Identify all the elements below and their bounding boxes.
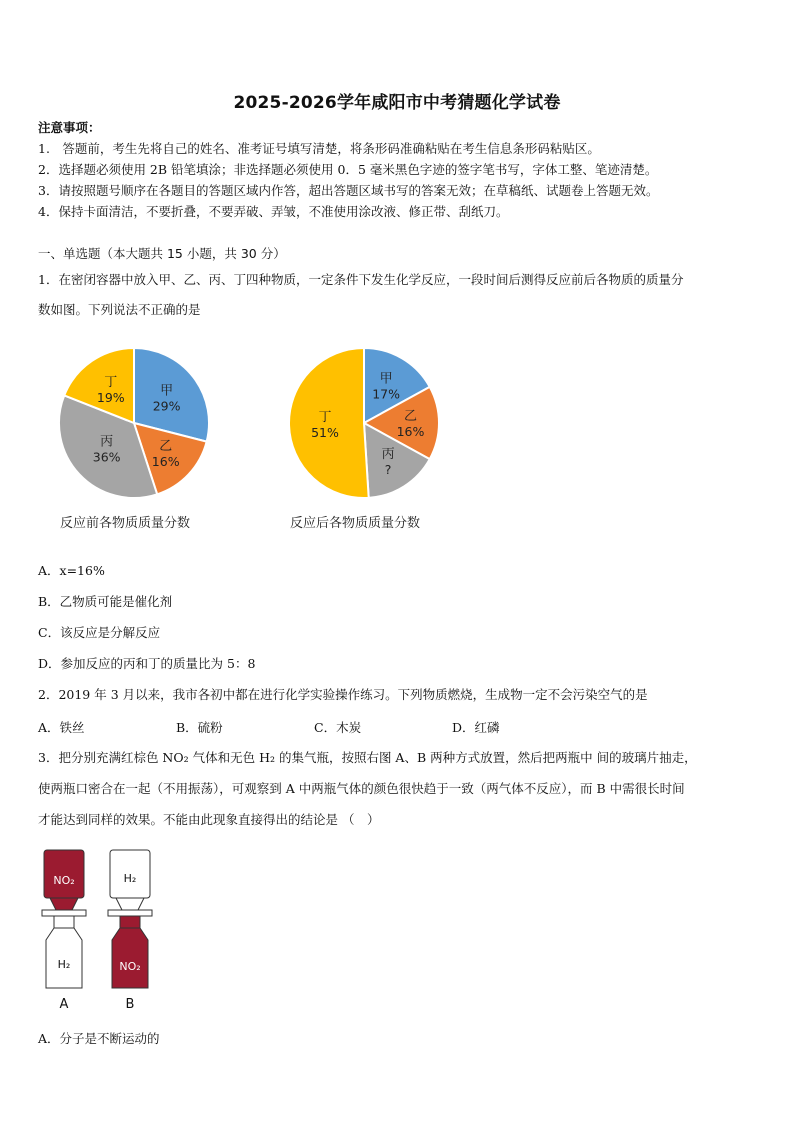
pie-category-label: 丙 (100, 434, 114, 450)
pie-category-label: 丁 (104, 374, 118, 390)
q2-option-c: C．木炭 (314, 720, 362, 735)
pie-chart-after (286, 345, 442, 501)
q2-option-b: B．硫粉 (176, 720, 223, 735)
q3-stem-line3: 才能达到同样的效果。不能由此现象直接得出的结论是 （ ） (38, 812, 380, 827)
glass-plate-a (42, 910, 86, 916)
bottle-b-bottom-neck (120, 916, 140, 928)
q1-option-d: D．参加反应的丙和丁的质量比为 5：8 (38, 656, 256, 671)
bottle-b-bottom-label: NO₂ (119, 960, 141, 973)
pie-category-label: 甲 (160, 383, 174, 399)
q2-option-a: A．铁丝 (38, 720, 85, 735)
pie-category-label: 丙 (381, 446, 395, 462)
bottle-set-b (108, 850, 152, 1012)
glass-plate-b (108, 910, 152, 916)
section-heading: 一、单选题（本大题共 15 小题，共 30 分） (38, 246, 286, 261)
q1-option-b: B．乙物质可能是催化剂 (38, 594, 173, 609)
bottle-set-a (42, 850, 86, 1012)
q2-option-d: D．红磷 (452, 720, 500, 735)
pie-value-label: 17% (372, 386, 401, 402)
pie-category-label: 乙 (403, 409, 418, 424)
notice-item-1: 1. 答题前，考生先将自己的姓名、准考证号填写清楚，将条形码准确粘贴在考生信息条形码粘贴区。 (38, 141, 600, 156)
notice-item-3: 3．请按照题号顺序在各题目的答题区域内作答，超出答题区域书写的答案无效；在草稿纸、试题卷上答题无效。 (38, 183, 659, 198)
gas-bottles-figure (38, 848, 168, 1016)
q1-stem-line2: 数如图。下列说法不正确的是 (38, 302, 201, 317)
pie-value-label: 29% (152, 398, 181, 414)
pie-chart-before (56, 345, 212, 501)
q3-stem-line2: 使两瓶口密合在一起（不用振荡），可观察到 A 中两瓶气体的颜色很快趋于一致（两气体不反应），而 B 中需很长时间 (38, 781, 685, 796)
notice-item-2: 2．选择题必须使用 2B 铅笔填涂；非选择题必须使用 0．5 毫米黑色字迹的签字笔书写，字体工整、笔迹清楚。 (38, 162, 658, 177)
q1-option-c: C．该反应是分解反应 (38, 625, 161, 640)
notice-item-4: 4．保持卡面清洁，不要折叠，不要弄破、弄皱，不准使用涂改液、修正带、刮纸刀。 (38, 204, 509, 219)
pie-category-label: 丁 (318, 410, 332, 426)
bottle-b-top-label: H₂ (123, 872, 137, 885)
pie-category-label: 乙 (159, 438, 173, 454)
figure-label-a: A (59, 997, 69, 1012)
bottle-a-bottom-neck (54, 916, 74, 928)
bottle-b-top-neck (116, 898, 144, 910)
pie-value-label: 19% (96, 389, 125, 405)
q2-stem: 2．2019 年 3 月以来，我市各初中都在进行化学实验操作练习。下列物质燃烧，生成物一定不会污染空气的是 (38, 687, 648, 702)
q3-stem-line1: 3．把分别充满红棕色 NO₂ 气体和无色 H₂ 的集气瓶，按照右图 A、B 两种方式放置，然后把两瓶中 间的玻璃片抽走， (38, 750, 697, 765)
bottle-b-bottom (112, 928, 148, 988)
q1-option-a: A．x=16% (38, 563, 105, 578)
bottle-a-bottom-label: H₂ (57, 958, 71, 971)
pie-value-label: 16% (396, 424, 425, 439)
pie-value-label: 16% (151, 453, 180, 469)
pie-value-label: ? (384, 461, 392, 477)
pie-category-label: 甲 (379, 371, 393, 387)
bottle-a-top-neck (50, 898, 78, 910)
notice-heading: 注意事项： (38, 120, 101, 135)
exam-title: 2025-2026学年咸阳市中考猜题化学试卷 (233, 93, 561, 113)
pie-chart-after-title: 反应后各物质质量分数 (290, 516, 421, 531)
pie-value-label: 36% (92, 449, 121, 465)
q2-options (38, 718, 758, 736)
pie-chart-before-title: 反应前各物质质量分数 (60, 516, 191, 531)
q3-option-a: A．分子是不断运动的 (38, 1031, 160, 1046)
bottle-a-top-label: NO₂ (53, 874, 75, 887)
pie-value-label: 51% (311, 425, 339, 441)
q1-stem-line1: 1．在密闭容器中放入甲、乙、丙、丁四种物质，一定条件下发生化学反应，一段时间后测得反应前后各物质的质量分 (38, 272, 684, 287)
figure-label-b: B (125, 997, 135, 1012)
